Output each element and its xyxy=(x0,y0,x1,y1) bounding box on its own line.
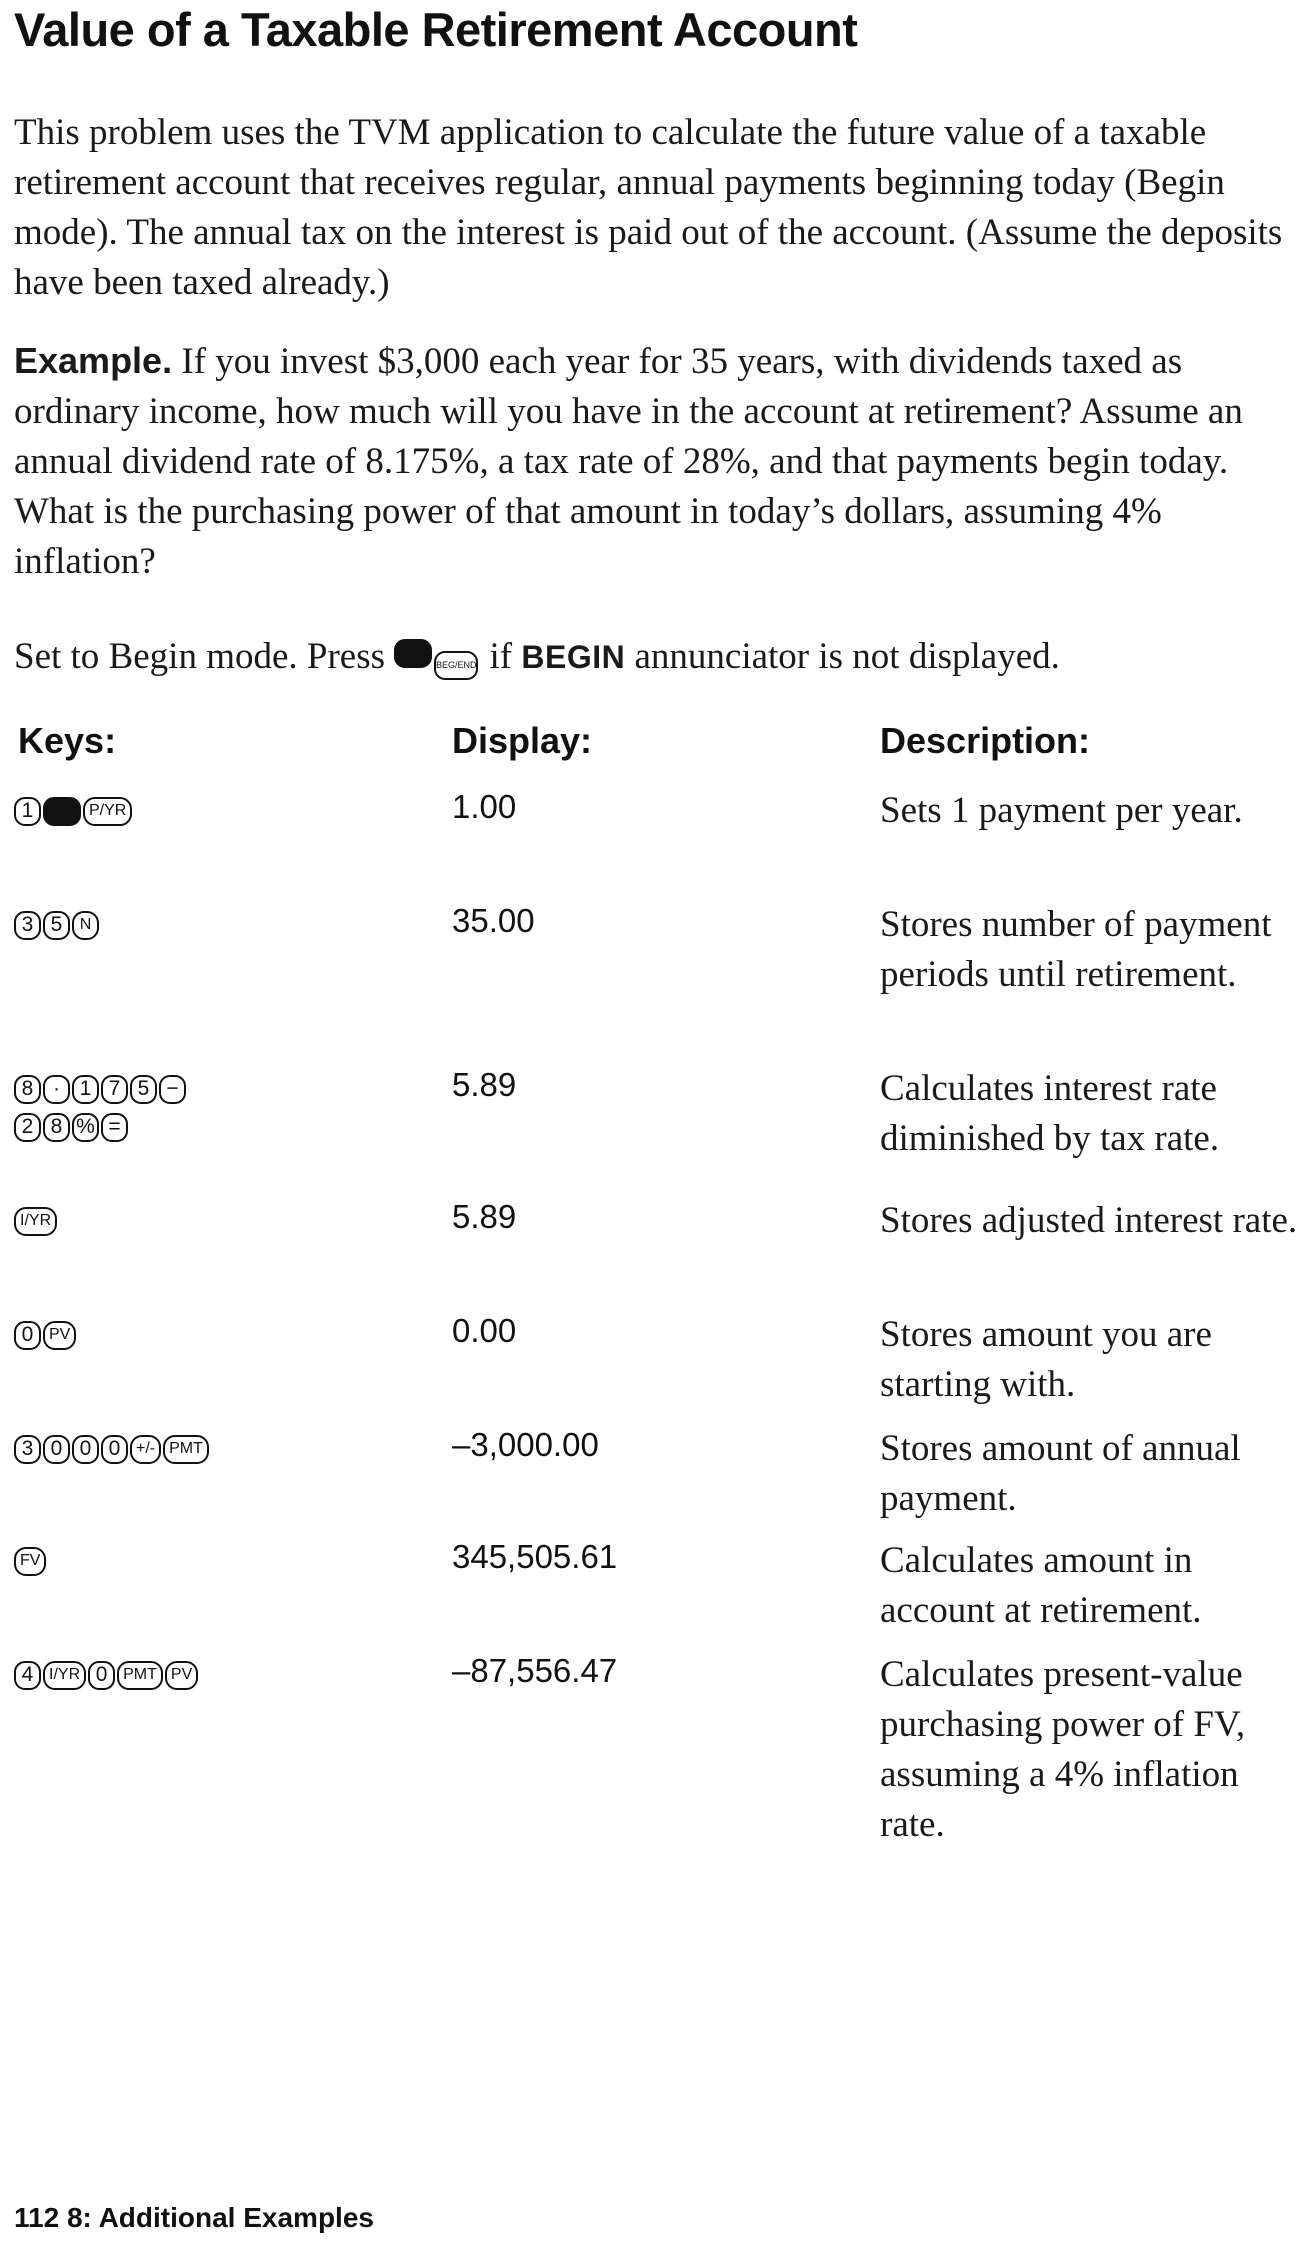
display-value: –3,000.00 xyxy=(452,1426,599,1463)
calculator-key-icon: − xyxy=(159,1075,186,1104)
keystroke-sequence xyxy=(14,1656,434,1694)
calculator-key-icon: PV xyxy=(43,1321,76,1350)
keystroke-sequence xyxy=(14,1542,434,1580)
keystroke-sequence xyxy=(14,1316,434,1354)
description-header: Description: xyxy=(880,720,1091,761)
calculator-key-icon: 7 xyxy=(101,1075,128,1104)
mode-line-after: if xyxy=(480,636,522,677)
keystroke-sequence xyxy=(14,1070,434,1146)
row-description: Stores amount of annual payment. xyxy=(880,1428,1241,1519)
keystroke-line xyxy=(14,1070,434,1108)
keystroke-line xyxy=(14,1430,434,1468)
keys-header: Keys: xyxy=(18,720,117,761)
keystroke-line xyxy=(14,1542,434,1580)
calculator-key-icon: 2 xyxy=(14,1113,41,1142)
row-description: Stores number of payment periods until retirement. xyxy=(880,904,1272,995)
example-paragraph xyxy=(14,336,1299,587)
calculator-key-icon: 3 xyxy=(14,1435,41,1464)
row-description: Sets 1 payment per year. xyxy=(880,790,1243,831)
begin-mode-instruction xyxy=(14,632,1299,682)
calculator-key-icon: 0 xyxy=(14,1321,41,1350)
keystroke-line xyxy=(14,1656,434,1694)
keystroke-line xyxy=(14,1202,434,1240)
calculator-key-icon: I/YR xyxy=(43,1661,86,1690)
shift-key-icon xyxy=(394,639,432,668)
mode-line-end: annunciator is not displayed. xyxy=(625,636,1060,677)
calculator-key-icon: 5 xyxy=(43,911,70,940)
calculator-key-icon: I/YR xyxy=(14,1207,57,1236)
example-text: If you invest $3,000 each year for 35 years, with dividends taxed as ordinary income, how much will you have in the account at retirement? Assume an annual dividend rate of 8.175%, a tax rate of 28%, and that payments begin today. What is the purchasing power of that amount in today’s dollars, assuming 4% inflation? xyxy=(14,341,1243,582)
display-value: 1.00 xyxy=(452,788,517,825)
calculator-key-icon: PMT xyxy=(117,1661,163,1690)
keystroke-line xyxy=(14,906,434,944)
row-description: Calculates present-value purchasing power of FV, assuming a 4% inflation rate. xyxy=(880,1654,1246,1845)
example-label: Example. xyxy=(14,340,173,381)
display-value: 5.89 xyxy=(452,1198,517,1235)
display-header: Display: xyxy=(452,720,593,761)
calculator-key-icon: 0 xyxy=(72,1435,99,1464)
calculator-key-icon: % xyxy=(72,1113,99,1142)
display-value: –87,556.47 xyxy=(452,1652,618,1689)
page-footer: 112 8: Additional Examples xyxy=(14,2202,374,2233)
calculator-key-icon: 8 xyxy=(43,1113,70,1142)
keystroke-sequence xyxy=(14,1430,434,1468)
mode-line-before: Set to Begin mode. Press xyxy=(14,636,395,677)
keystroke-sequence xyxy=(14,792,434,830)
calculator-key-icon: 0 xyxy=(101,1435,128,1464)
keystroke-sequence xyxy=(14,906,434,944)
begin-annunciator: BEGIN xyxy=(521,639,626,675)
beg-end-key-icon: BEG/END xyxy=(434,651,478,680)
calculator-key-icon: 8 xyxy=(14,1075,41,1104)
keystroke-line xyxy=(14,1316,434,1354)
row-description: Stores amount you are starting with. xyxy=(880,1314,1212,1405)
calculator-key-icon: 3 xyxy=(14,911,41,940)
calculator-key-icon: PV xyxy=(165,1661,198,1690)
keystroke-line xyxy=(14,1108,434,1146)
calculator-key-icon: 0 xyxy=(88,1661,115,1690)
display-value: 345,505.61 xyxy=(452,1538,618,1575)
row-description: Stores adjusted interest rate. xyxy=(880,1200,1298,1241)
shift-key-icon xyxy=(43,797,81,826)
calculator-key-icon: · xyxy=(43,1075,70,1104)
page-title: Value of a Taxable Retirement Account xyxy=(14,3,858,56)
calculator-key-icon: 1 xyxy=(72,1075,99,1104)
display-value: 35.00 xyxy=(452,902,535,939)
calculator-key-icon: FV xyxy=(14,1547,46,1576)
calculator-key-icon: N xyxy=(72,911,99,940)
intro-paragraph: This problem uses the TVM application to calculate the future value of a taxable retirement account that receives regular, annual payments beginning today (Begin mode). The annual tax on the interest is paid out of the account. (Assume the deposits have been taxed already.) xyxy=(14,112,1283,303)
display-value: 5.89 xyxy=(452,1066,517,1103)
row-description: Calculates amount in account at retirement. xyxy=(880,1540,1202,1631)
calculator-key-icon: P/YR xyxy=(83,797,132,826)
calculator-key-icon: 4 xyxy=(14,1661,41,1690)
display-value: 0.00 xyxy=(452,1312,517,1349)
calculator-key-icon: = xyxy=(101,1113,128,1142)
calculator-key-icon: +/- xyxy=(130,1435,161,1464)
keystroke-line xyxy=(14,792,434,830)
calculator-key-icon: 0 xyxy=(43,1435,70,1464)
keystroke-sequence xyxy=(14,1202,434,1240)
calculator-key-icon: 1 xyxy=(14,797,41,826)
calculator-key-icon: PMT xyxy=(163,1435,209,1464)
calculator-key-icon: 5 xyxy=(130,1075,157,1104)
row-description: Calculates interest rate diminished by tax rate. xyxy=(880,1068,1220,1159)
